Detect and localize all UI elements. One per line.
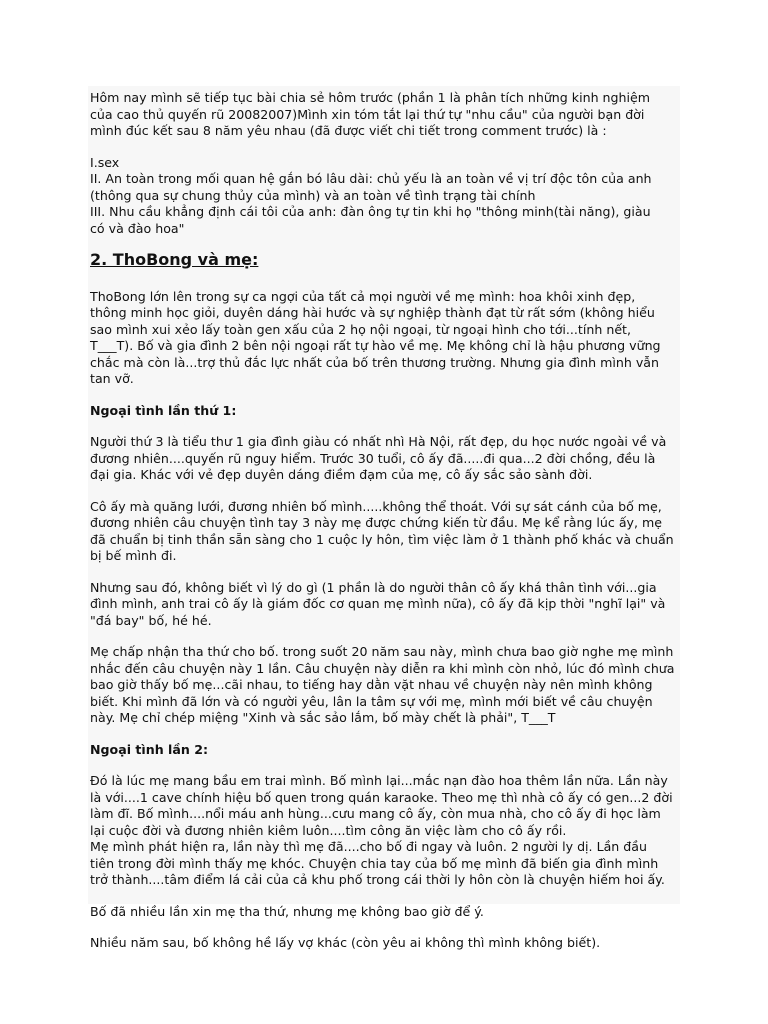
affair2-paragraph-1 [90, 773, 682, 889]
text-line: "đá bay" bố, hé hé. [90, 612, 212, 628]
text-line: II. An toàn trong mối quan hệ gắn bó lâu dài: chủ yếu là an toàn về vị trí độc tôn của anh [90, 171, 652, 186]
text-line: của cao thủ quyến rũ 20082007)Mình xin tóm tắt lại thứ tự "nhu cầu" của người bạn đời [90, 106, 645, 122]
text-line: ThoBong lớn lên trong sự ca ngợi của tất cả mọi người về mẹ mình: hoa khôi xinh đẹp, [90, 288, 636, 304]
text-line: bị bế mình đi. [90, 548, 177, 563]
text-line: Người thứ 3 là tiểu thư 1 gia đình giàu có nhất nhì Hà Nội, rất đẹp, du học nước ngoài về và [90, 434, 667, 449]
text-line: lại cuộc đời và đương nhiên kiêm luôn....tìm công ăn việc làm cho cô ấy rồi. [90, 822, 567, 838]
affair2-paragraph-3 [90, 935, 682, 952]
needs-list [90, 155, 682, 238]
text-line: đại gia. Khác với vẻ đẹp duyên dáng điềm đạm của mẹ, cô ấy sắc sảo sành đời. [90, 467, 593, 482]
text-line: I.sex [90, 154, 120, 170]
text-line: Mẹ mình phát hiện ra, lần này thì mẹ đã....cho bố đi ngay và luôn. 2 người ly dị. Lần đầu [90, 839, 647, 854]
text-line: biết. Khi mình đã lớn và có người yêu, lân la tâm sự với mẹ, mình mới biết về câu chuyện [90, 693, 653, 709]
affair2-heading: Ngoại tình lần 2: [90, 741, 209, 757]
text-line: thông minh học giỏi, duyên dáng hài hước và sự nghiệp thành đạt từ rất sớm (không hiểu [90, 305, 655, 320]
text-line: (thông qua sự chung thủy của mình) và an toàn về tình trạng tài chính [90, 187, 536, 203]
text-line: bao giờ thấy bố mẹ...cãi nhau, to tiếng hay dằn vặt nhau về chuyện này nên mình không [90, 677, 653, 692]
text-line: Hôm nay mình sẽ tiếp tục bài chia sẻ hôm trước (phần 1 là phân tích những kinh nghiệm [90, 90, 651, 105]
affair1-paragraph-1 [90, 434, 682, 484]
affair2-paragraph-2 [90, 904, 682, 921]
text-line: Cô ấy mà quăng lưới, đương nhiên bố mình.....không thể thoát. Với sự sát cánh của bố mẹ, [90, 498, 662, 514]
text-line: đương nhiên....quyến rũ nguy hiểm. Trước 30 tuổi, cô ấy đã.....đi qua...2 đời chồng, đều là [90, 450, 656, 466]
text-line: đình mình, anh trai cô ấy là giám đốc cơ quan mẹ mình nữa), cô ấy đã kịp thời "nghĩ lại" và [90, 596, 666, 611]
text-line: đương nhiên câu chuyện tình tay 3 này mẹ được chứng kiến từ đầu. Mẹ kể rằng lúc ấy, mẹ [90, 515, 663, 530]
text-line: nhắc đến câu chuyện này 1 lần. Câu chuyện này diễn ra khi mình còn nhỏ, lúc đó mình chưa [90, 660, 675, 676]
affair1-paragraph-2 [90, 499, 682, 565]
text-line: chắc mà còn là...trợ thủ đắc lực nhất của bố trên thương trường. Nhưng gia đình mình vẫn [90, 354, 659, 370]
text-line: III. Nhu cầu khẳng định cái tôi của anh: đàn ông tự tin khi họ "thông minh(tài năng), giàu [90, 204, 651, 219]
text-line: sao mình xui xẻo lấy toàn gen xấu của 2 họ nội ngoại, từ ngoại hình cho tới...tính nết, [90, 321, 632, 337]
intro-paragraph [90, 90, 682, 140]
text-line: là với....1 cave chính hiệu bố quen trong quán karaoke. Theo mẹ thì nhà cô ấy có gen...2 đời [90, 789, 673, 805]
text-line: làm đĩ. Bố mình....nổi máu anh hùng...cưu mang cô ấy, còn mua nhà, cho cô ấy đi học làm [90, 806, 661, 821]
text-line: có và đào hoa" [90, 220, 185, 236]
text-line: mình đúc kết sau 8 năm yêu nhau (đã được viết chi tiết trong comment trước) là : [90, 123, 607, 138]
thobong-paragraph [90, 289, 682, 388]
section-heading: 2. ThoBong và mẹ: [90, 250, 259, 269]
text-line: trở thành....tâm điểm lá cải của cả khu phố trong cái thời ly hôn còn là chuyện hiếm hoi ấy. [90, 872, 665, 887]
text-line: đã chuẩn bị tinh thần sẵn sàng cho 1 cuộc ly hôn, tìm việc làm ở 1 thành phố khác và chuẩn [90, 531, 674, 547]
text-line: tiên trong đời mình thấy mẹ khóc. Chuyện chia tay của bố mẹ mình đã biến gia đình mình [90, 855, 659, 871]
text-line: Nhiều năm sau, bố không hề lấy vợ khác (còn yêu ai không thì mình không biết). [90, 935, 601, 950]
text-line: T___T). Bố và gia đình 2 bên nội ngoại rất tự hào về mẹ. Mẹ không chỉ là hậu phương vững [90, 338, 661, 353]
affair1-heading: Ngoại tình lần thứ 1: [90, 402, 237, 418]
text-line: Bố đã nhiều lần xin mẹ tha thứ, nhưng mẹ không bao giờ để ý. [90, 903, 484, 919]
document-content [90, 90, 682, 967]
text-line: Đó là lúc mẹ mang bầu em trai mình. Bố mình lại...mắc nạn đào hoa thêm lần nữa. Lần này [90, 773, 668, 788]
text-line: Mẹ chấp nhận tha thứ cho bố. trong suốt 20 năm sau này, mình chưa bao giờ nghe mẹ mình [90, 644, 674, 659]
text-line: tan vỡ. [90, 371, 134, 386]
text-line: này. Mẹ chỉ chép miệng "Xinh và sắc sảo lắm, bố mày chết là phải", T___T [90, 710, 556, 725]
text-line: Nhưng sau đó, không biết vì lý do gì (1 phần là do người thân cô ấy khá thân tình với...gia [90, 579, 657, 595]
affair1-paragraph-4 [90, 644, 682, 727]
affair1-paragraph-3 [90, 580, 682, 630]
